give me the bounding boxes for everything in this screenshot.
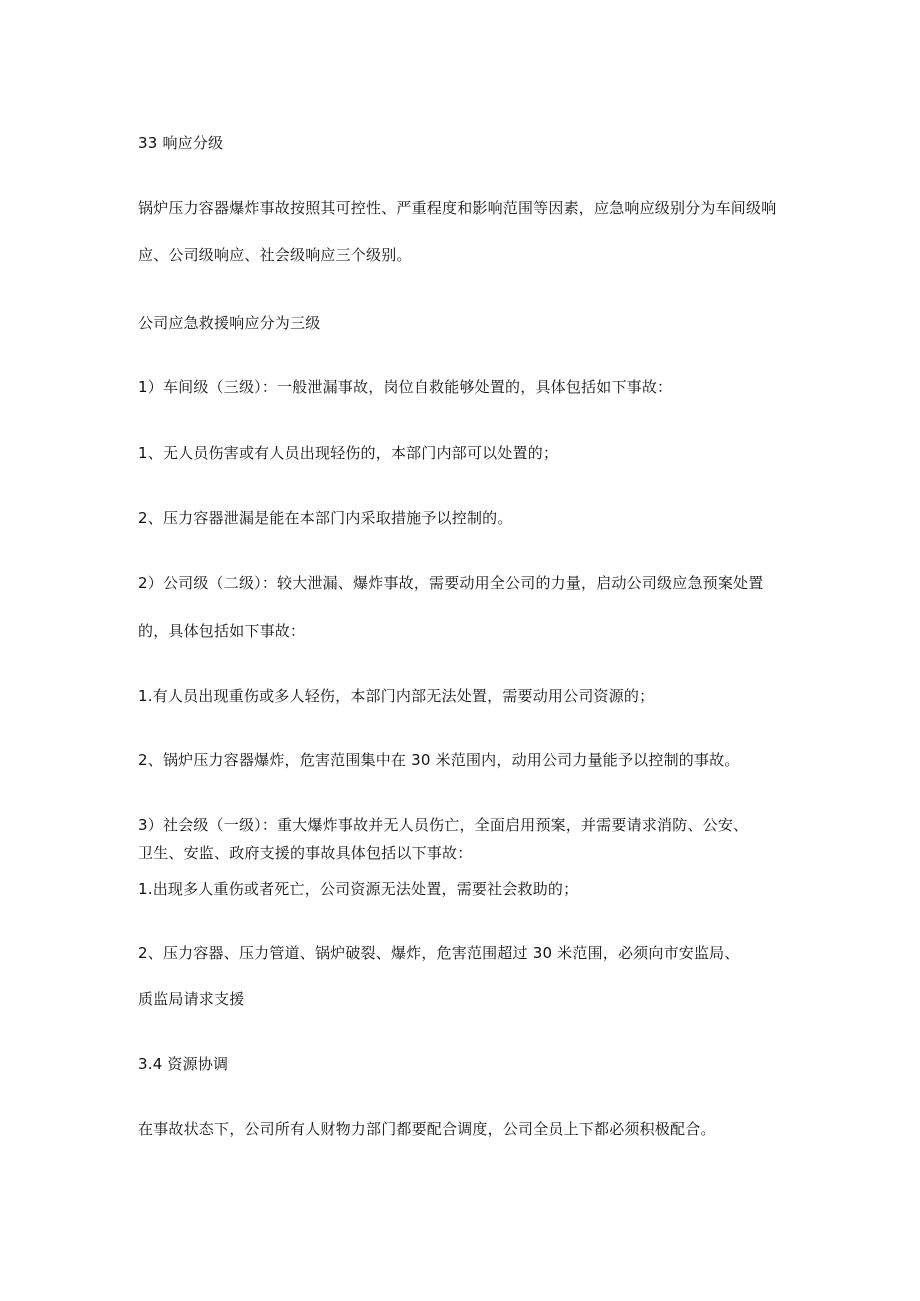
paragraph-line: 锅炉压力容器爆炸事故按照其可控性、严重程度和影响范围等因素，应急响应级别分为车间级响	[138, 199, 777, 217]
paragraph-line: 应、公司级响应、社会级响应三个级别。	[138, 246, 412, 264]
list-item: 2、压力容器泄漏是能在本部门内采取措施予以控制的。	[138, 509, 513, 527]
list-item-level-3: 1）车间级（三级）：一般泄漏事故，岗位自救能够处置的，具体包括如下事故：	[138, 378, 673, 396]
paragraph-line: 卫生、安监、政府支援的事故具体包括以下事故：	[138, 844, 473, 862]
section-heading-3-3: 33 响应分级	[138, 134, 224, 152]
paragraph-line: 的，具体包括如下事故：	[138, 622, 306, 640]
list-item: 2、压力容器、压力管道、锅炉破裂、爆炸，危害范围超过 30 米范围，必须向市安监局、	[138, 944, 740, 962]
paragraph-line: 质监局请求支援	[138, 990, 245, 1008]
paragraph-line: 公司应急救援响应分为三级	[138, 314, 321, 332]
list-item: 2、锅炉压力容器爆炸，危害范围集中在 30 米范围内，动用公司力量能予以控制的事故。	[138, 751, 740, 769]
section-heading-3-4: 3.4 资源协调	[138, 1055, 229, 1073]
list-item: 1、无人员伤害或有人员出现轻伤的，本部门内部可以处置的；	[138, 444, 559, 462]
list-item-level-1: 3）社会级（一级）：重大爆炸事故并无人员伤亡，全面启用预案，并需要请求消防、公安、	[138, 816, 749, 834]
list-item: 1.有人员出现重伤或多人轻伤，本部门内部无法处置，需要动用公司资源的；	[138, 687, 655, 705]
list-item: 1.出现多人重伤或者死亡，公司资源无法处置，需要社会救助的；	[138, 880, 579, 898]
list-item-level-2: 2）公司级（二级）：较大泄漏、爆炸事故，需要动用全公司的力量，启动公司级应急预案处置	[138, 574, 764, 592]
paragraph-line: 在事故状态下，公司所有人财物力部门都要配合调度，公司全员上下都必须积极配合。	[138, 1120, 716, 1138]
